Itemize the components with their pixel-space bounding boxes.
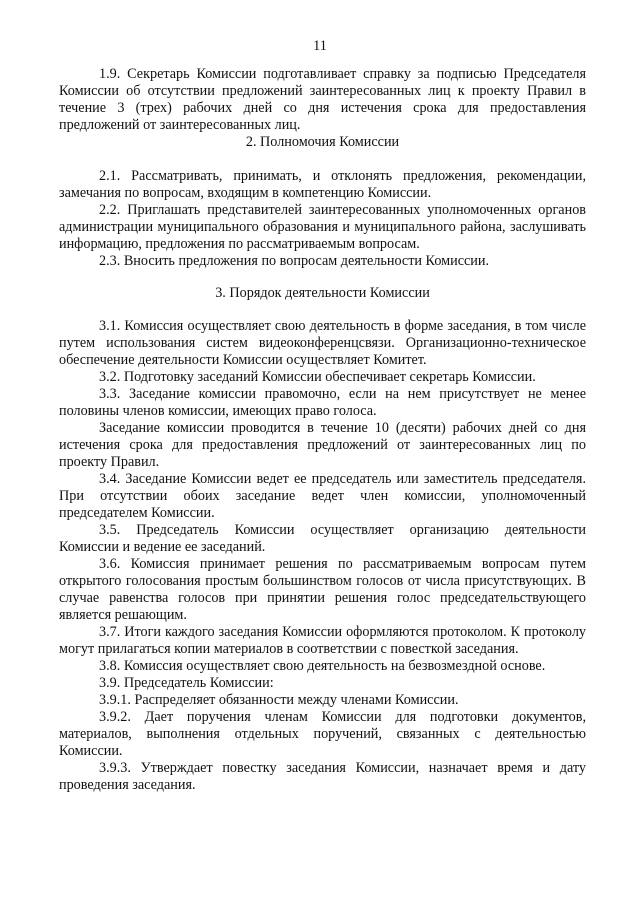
paragraph-3-6: 3.6. Комиссия принимает решения по рассматриваемым вопросам путем открытого голосования простым большинством голосов от числа присутствующих. В случае равенства голосов при принятии решения голос председательствующего является решающим. xyxy=(59,556,586,623)
paragraph-3-8: 3.8. Комиссия осуществляет свою деятельность на безвозмездной основе. xyxy=(99,658,546,674)
section-heading-3: 3. Порядок деятельности Комиссии xyxy=(215,285,430,301)
paragraph-3-9-2: 3.9.2. Дает поручения членам Комиссии для подготовки документов, материалов, выполнения отдельных поручений, связанных с деятельностью Комиссии. xyxy=(59,709,586,759)
section-heading-2: 2. Полномочия Комиссии xyxy=(245,134,400,150)
paragraph-3-3-meeting-term: Заседание комиссии проводится в течение 10 (десяти) рабочих дней со дня истечения срока для предоставления предложений от заинтересованных лиц по проекту Правил. xyxy=(59,420,586,470)
paragraph-2-1: 2.1. Рассматривать, принимать, и отклонять предложения, рекомендации, замечания по вопросам, входящим в компетенцию Комиссии. xyxy=(59,168,586,201)
page-number: 11 xyxy=(313,38,327,54)
paragraph-3-4: 3.4. Заседание Комиссии ведет ее председатель или заместитель председателя. При отсутствии обоих заседание ведет член комиссии, уполномоченный председателем Комиссии. xyxy=(59,471,586,521)
paragraph-1-9: 1.9. Секретарь Комиссии подготавливает справку за подписью Председателя Комиссии об отсутствии предложений заинтересованных лиц к проекту Правил в течение 3 (трех) рабочих дней со дня истечения срока для предоставления предложений от заинтересованных лиц. xyxy=(59,66,586,133)
paragraph-3-9-3: 3.9.3. Утверждает повестку заседания Комиссии, назначает время и дату проведения заседания. xyxy=(59,760,586,793)
paragraph-2-3: 2.3. Вносить предложения по вопросам деятельности Комиссии. xyxy=(99,253,490,269)
paragraph-3-1: 3.1. Комиссия осуществляет свою деятельность в форме заседания, в том числе путем использования систем видеоконференцсвязи. Организационно-техническое обеспечение деятельности Комиссии осуществляет Комитет. xyxy=(59,318,586,368)
paragraph-3-7: 3.7. Итоги каждого заседания Комиссии оформляются протоколом. К протоколу могут прилагаться копии материалов в соответствии с повесткой заседания. xyxy=(59,624,586,657)
paragraph-3-9-1: 3.9.1. Распределяет обязанности между членами Комиссии. xyxy=(99,692,459,708)
paragraph-3-3: 3.3. Заседание комиссии правомочно, если на нем присутствует не менее половины членов комиссии, имеющих право голоса. xyxy=(59,386,586,419)
paragraph-3-2: 3.2. Подготовку заседаний Комиссии обеспечивает секретарь Комиссии. xyxy=(99,369,536,385)
paragraph-3-5: 3.5. Председатель Комиссии осуществляет организацию деятельности Комиссии и ведение ее заседаний. xyxy=(59,522,586,555)
paragraph-3-9: 3.9. Председатель Комиссии: xyxy=(99,675,274,691)
paragraph-2-2: 2.2. Приглашать представителей заинтересованных уполномоченных органов администрации муниципального образования и муниципального района, заслушивать информацию, предложения по рассматриваемым вопросам. xyxy=(59,202,586,252)
document-body xyxy=(59,66,586,794)
